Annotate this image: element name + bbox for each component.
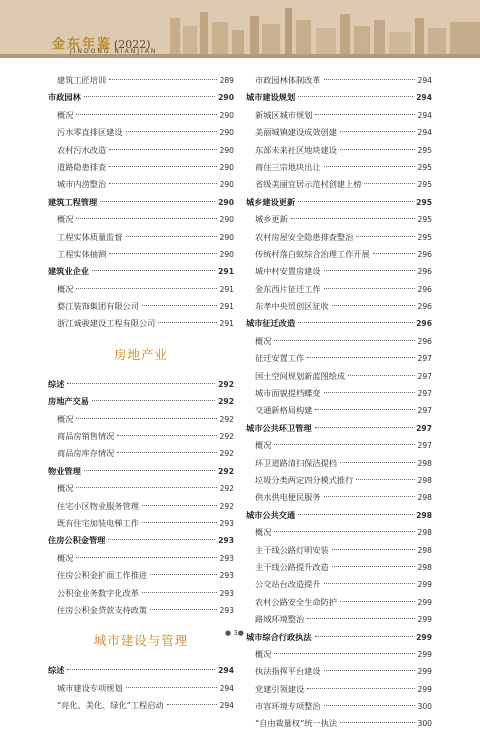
toc-entry-title: 工程实体质量监督 xyxy=(57,231,123,242)
toc-entry[interactable] xyxy=(48,298,234,315)
toc-left-column xyxy=(48,72,234,715)
toc-entry[interactable] xyxy=(48,480,234,497)
section-heading: 房地产业 xyxy=(113,346,168,362)
dot-leader xyxy=(324,583,415,584)
toc-entry[interactable] xyxy=(48,229,234,246)
toc-page-number: 299 xyxy=(417,649,432,659)
toc-entry[interactable] xyxy=(246,681,432,698)
toc-entry-title: 浙江诚骏建设工程有限公司 xyxy=(57,318,156,329)
toc-entry-title: 概况 xyxy=(255,648,272,659)
toc-entry-title: 概况 xyxy=(57,283,74,294)
toc-entry[interactable] xyxy=(246,333,432,350)
toc-page-number: 291 xyxy=(218,267,234,277)
toc-entry-title: 概况 xyxy=(57,483,74,494)
toc-entry[interactable] xyxy=(246,368,432,385)
toc-entry-title: 党建引领建设 xyxy=(255,683,305,694)
toc-entry[interactable] xyxy=(48,567,234,584)
toc-entry-title: 市政园林体制改革 xyxy=(255,75,321,85)
toc-page-number: 290 xyxy=(218,93,234,103)
toc-entry[interactable] xyxy=(246,298,432,315)
toc-entry-title: 主干线公路提升改造 xyxy=(255,561,329,572)
toc-page-number: 297 xyxy=(417,389,432,399)
dot-leader xyxy=(76,487,216,488)
logo-title: 金东年鉴 xyxy=(52,37,113,52)
dot-leader xyxy=(274,531,414,532)
toc-entry[interactable] xyxy=(246,715,432,732)
dot-leader xyxy=(117,435,216,436)
toc-page-number: 290 xyxy=(218,197,234,207)
dot-leader xyxy=(291,218,415,219)
toc-page-number: 291 xyxy=(219,284,234,294)
toc-page-number: 294 xyxy=(219,701,234,711)
toc-category-entry[interactable] xyxy=(48,376,234,393)
toc-entry-title: 公交站台改造提升 xyxy=(255,579,321,590)
toc-entry-title: 城市征迁改造 xyxy=(246,318,296,329)
toc-entry[interactable] xyxy=(48,315,234,332)
toc-entry-title: 市政园林 xyxy=(48,92,81,103)
toc-entry[interactable] xyxy=(246,576,432,593)
dot-leader xyxy=(307,618,414,619)
toc-page-number: 294 xyxy=(417,76,432,85)
toc-page-number: 297 xyxy=(417,371,432,381)
toc-entry[interactable] xyxy=(48,428,234,445)
toc-page-number: 298 xyxy=(416,510,432,520)
dot-leader xyxy=(76,218,216,219)
dot-leader xyxy=(84,96,215,97)
toc-entry-title: 建筑工匠培训 xyxy=(57,75,107,85)
toc-entry-title: 东孝中央贸创区征收 xyxy=(255,301,329,312)
toc-entry-title: 城中村安置房建设 xyxy=(255,266,321,277)
toc-page-number: 298 xyxy=(417,475,432,485)
dot-leader xyxy=(332,566,415,567)
toc-entry-title: 建筑业企业 xyxy=(48,266,89,277)
toc-page-number: 299 xyxy=(416,632,432,642)
dot-leader xyxy=(307,357,414,358)
toc-category-entry[interactable] xyxy=(246,420,432,437)
toc-entry[interactable] xyxy=(246,281,432,298)
dot-leader xyxy=(126,131,217,132)
toc-category-entry[interactable] xyxy=(246,507,432,524)
toc-entry-title: 传统村落白蚁综合治理工作开展 xyxy=(255,248,370,259)
toc-entry-title: 东部未来社区地块建设 xyxy=(255,144,337,155)
dot-leader xyxy=(298,514,413,515)
toc-page-number: 296 xyxy=(417,267,432,277)
toc-entry[interactable] xyxy=(48,281,234,298)
dot-leader xyxy=(298,322,413,323)
toc-entry-title: 金东西片征迁工作 xyxy=(255,283,321,294)
dot-leader xyxy=(150,609,216,610)
toc-page-number: 292 xyxy=(219,432,234,442)
toc-entry-title: 城乡建设更新 xyxy=(246,196,296,207)
dot-leader xyxy=(356,236,414,237)
toc-page-number: 290 xyxy=(219,180,234,190)
toc-page-number: 293 xyxy=(219,553,234,563)
toc-entry[interactable] xyxy=(48,176,234,193)
dot-leader xyxy=(76,288,216,289)
toc-page-number: 290 xyxy=(219,162,234,172)
dot-leader xyxy=(364,183,414,184)
toc-page-number: 290 xyxy=(219,249,234,259)
toc-category-entry[interactable] xyxy=(246,629,432,646)
toc-entry-title: 新城区城市规划 xyxy=(255,109,313,120)
toc-entry[interactable] xyxy=(48,515,234,532)
dot-leader xyxy=(76,418,216,419)
toc-entry-title: 市容环境专项整治 xyxy=(255,701,321,712)
toc-page-number: 298 xyxy=(417,493,432,503)
toc-entry-title: 城市公共交通 xyxy=(246,509,296,520)
dot-leader xyxy=(307,688,414,689)
toc-entry-title: “亮化、美化、绿化”工程启动 xyxy=(57,700,164,711)
toc-entry-title: 垃圾分类两定四分模式推行 xyxy=(255,474,354,485)
toc-entry-title: 综述 xyxy=(48,665,65,676)
toc-entry-title: 城市综合行政执法 xyxy=(246,631,312,642)
dot-leader xyxy=(142,592,217,593)
toc-entry[interactable] xyxy=(246,107,432,124)
dot-leader xyxy=(315,114,414,115)
toc-entry[interactable] xyxy=(48,697,234,714)
toc-entry-title: 概况 xyxy=(255,335,272,346)
toc-entry[interactable] xyxy=(48,142,234,159)
toc-category-entry[interactable] xyxy=(48,194,234,211)
toc-entry[interactable] xyxy=(246,402,432,419)
toc-page-number: 296 xyxy=(416,319,432,329)
toc-entry[interactable] xyxy=(246,455,432,472)
toc-entry-title: 城市建设专项规划 xyxy=(57,682,123,693)
dot-leader xyxy=(100,201,215,202)
toc-category-entry[interactable] xyxy=(48,263,234,280)
toc-entry[interactable] xyxy=(48,159,234,176)
dot-leader xyxy=(356,479,414,480)
dot-leader xyxy=(84,470,215,471)
toc-entry-title: 供水供电便民服务 xyxy=(255,492,321,503)
toc-category-entry[interactable] xyxy=(246,89,432,106)
toc-page-number: 290 xyxy=(219,215,234,225)
toc-page-number: 292 xyxy=(219,501,234,511)
toc-page-number: 294 xyxy=(417,128,432,138)
toc-right-column xyxy=(246,72,432,733)
dot-leader xyxy=(340,462,415,463)
dot-leader xyxy=(315,636,414,637)
dot-leader xyxy=(92,400,215,401)
toc-page-number: 300 xyxy=(417,719,432,729)
toc-entry[interactable] xyxy=(246,124,432,141)
toc-entry-title: 概况 xyxy=(57,109,74,120)
toc-page-number: 289 xyxy=(219,76,234,85)
dot-leader xyxy=(109,149,216,150)
toc-entry-title: 征迁安置工作 xyxy=(255,353,305,364)
toc-entry[interactable] xyxy=(246,524,432,541)
toc-page-number: 300 xyxy=(417,702,432,712)
dot-leader xyxy=(150,574,216,575)
dot-leader xyxy=(142,305,217,306)
toc-entry-title: 工程实体抽测 xyxy=(57,248,107,259)
toc-entry-title: 住宅小区物业服务管理 xyxy=(57,500,139,511)
toc-entry[interactable] xyxy=(48,107,234,124)
toc-page-number: 295 xyxy=(417,215,432,225)
dot-leader xyxy=(274,653,414,654)
toc-entry[interactable] xyxy=(246,159,432,176)
toc-page-number: 291 xyxy=(219,302,234,312)
toc-entry-title: 公积金业务数字化改革 xyxy=(57,587,139,598)
toc-entry-title: 路域环境整治 xyxy=(255,614,305,625)
dot-leader xyxy=(332,305,415,306)
toc-entry-title: 城乡更新 xyxy=(255,214,288,225)
dot-leader xyxy=(126,687,217,688)
toc-entry[interactable] xyxy=(48,550,234,567)
toc-entry-title: 商品房库存情况 xyxy=(57,448,115,459)
toc-entry-title: 物业管理 xyxy=(48,465,81,476)
toc-entry[interactable] xyxy=(48,602,234,619)
toc-page-number: 297 xyxy=(417,406,432,416)
toc-entry-title: 农村公路安全生命防护 xyxy=(255,596,337,607)
toc-entry[interactable] xyxy=(246,663,432,680)
toc-entry-title: 城市建设规划 xyxy=(246,92,296,103)
toc-entry[interactable] xyxy=(246,142,432,159)
toc-entry-title: 商品房销售情况 xyxy=(57,431,115,442)
toc-entry-title: 商住三宗地块出让 xyxy=(255,161,321,172)
dot-leader xyxy=(109,183,216,184)
toc-entry-title: 建筑工程管理 xyxy=(48,196,98,207)
toc-entry-title: 主干线公路灯明安装 xyxy=(255,544,329,555)
toc-page-number: 290 xyxy=(219,145,234,155)
toc-page-number: 290 xyxy=(219,128,234,138)
toc-page-number: 297 xyxy=(417,441,432,451)
toc-entry-title: 省级美丽宜居示范村创建上榜 xyxy=(255,179,362,190)
toc-entry[interactable] xyxy=(246,437,432,454)
toc-page-number: 295 xyxy=(417,232,432,242)
toc-page-number: 299 xyxy=(417,597,432,607)
toc-category-entry[interactable] xyxy=(48,463,234,480)
dot-leader xyxy=(92,270,215,271)
toc-entry-title: 既有住宅加装电梯工作 xyxy=(57,517,139,528)
toc-category-entry[interactable] xyxy=(246,315,432,332)
toc-entry[interactable] xyxy=(48,246,234,263)
header-banner xyxy=(0,0,480,58)
logo-pinyin: JINDONG NIANJIAN xyxy=(70,48,158,55)
toc-page-number: 296 xyxy=(417,336,432,346)
dot-leader xyxy=(324,496,415,497)
dot-leader xyxy=(274,340,414,341)
section-heading: 城市建设与管理 xyxy=(93,633,189,649)
toc-page-number: 292 xyxy=(219,414,234,424)
dot-leader xyxy=(109,253,216,254)
dot-leader xyxy=(109,166,216,167)
toc-category-entry[interactable] xyxy=(48,662,234,679)
dot-leader xyxy=(324,79,415,80)
toc-page-number: 296 xyxy=(417,249,432,259)
toc-page-number: 294 xyxy=(417,110,432,120)
dot-leader xyxy=(315,427,414,428)
dot-leader xyxy=(324,705,415,706)
dot-leader xyxy=(340,131,415,132)
dot-leader xyxy=(158,322,216,323)
dot-leader xyxy=(108,539,215,540)
dot-leader xyxy=(109,79,216,80)
toc-entry[interactable] xyxy=(48,211,234,228)
toc-page-number: 299 xyxy=(417,580,432,590)
dot-leader xyxy=(324,392,415,393)
page-number: ● 3● xyxy=(225,629,244,637)
toc-entry-title: 概况 xyxy=(255,527,272,538)
dot-leader xyxy=(324,166,415,167)
dot-leader xyxy=(117,452,216,453)
toc-entry-title: 综述 xyxy=(48,378,65,389)
dot-leader xyxy=(76,557,216,558)
toc-entry-title: 执法指挥平台建设 xyxy=(255,666,321,677)
toc-entry-title: 概况 xyxy=(57,214,74,225)
dot-leader xyxy=(167,704,217,705)
logo-year: (2022) xyxy=(114,38,151,51)
toc-page-number: 290 xyxy=(219,110,234,120)
toc-page-number: 293 xyxy=(219,571,234,581)
toc-entry-title: 概况 xyxy=(57,413,74,424)
toc-entry-title: 农村房屋安全隐患排查整治 xyxy=(255,231,354,242)
toc-entry-title: “自由裁量权”统一执法 xyxy=(255,718,338,729)
toc-category-entry[interactable] xyxy=(246,194,432,211)
toc-entry[interactable] xyxy=(246,611,432,628)
dot-leader xyxy=(274,444,414,445)
toc-entry[interactable] xyxy=(246,385,432,402)
toc-entry-title: 国土空间规划新蓝图绘成 xyxy=(255,370,346,381)
dot-leader xyxy=(340,722,414,723)
toc-entry[interactable] xyxy=(246,263,432,280)
toc-entry[interactable] xyxy=(246,176,432,193)
dot-leader xyxy=(340,601,415,602)
toc-page-number: 295 xyxy=(417,162,432,172)
toc-entry[interactable] xyxy=(48,680,234,697)
toc-page-number: 292 xyxy=(219,449,234,459)
toc-entry[interactable] xyxy=(48,124,234,141)
toc-page-number: 299 xyxy=(417,615,432,625)
dot-leader xyxy=(332,549,415,550)
toc-entry[interactable] xyxy=(246,698,432,715)
toc-entry[interactable] xyxy=(48,72,234,89)
toc-page-number: 299 xyxy=(417,667,432,677)
dot-leader xyxy=(298,96,413,97)
toc-entry[interactable] xyxy=(246,72,432,89)
toc-page-number: 296 xyxy=(417,284,432,294)
toc-entry[interactable] xyxy=(246,646,432,663)
dot-leader xyxy=(142,522,217,523)
toc-page-number: 297 xyxy=(416,423,432,433)
dot-leader xyxy=(142,505,217,506)
toc-category-entry[interactable] xyxy=(48,393,234,410)
toc-entry-title: 房地产交易 xyxy=(48,396,89,407)
toc-page-number: 298 xyxy=(417,458,432,468)
dot-leader xyxy=(324,270,415,271)
toc-entry-title: 婺江装饰集团有限公司 xyxy=(57,301,139,312)
dot-leader xyxy=(76,114,216,115)
toc-page-number: 298 xyxy=(417,562,432,572)
toc-category-entry[interactable] xyxy=(48,89,234,106)
dot-leader xyxy=(126,236,217,237)
dot-leader xyxy=(373,253,415,254)
toc-page-number: 294 xyxy=(219,683,234,693)
toc-entry[interactable] xyxy=(246,350,432,367)
toc-entry[interactable] xyxy=(246,472,432,489)
dot-leader xyxy=(315,409,414,410)
toc-entry-title: 住房公积金管理 xyxy=(48,535,106,546)
toc-page-number: 294 xyxy=(218,666,234,676)
toc-entry-title: 概况 xyxy=(57,552,74,563)
toc-entry-title: 住房公积金扩面工作推进 xyxy=(57,570,148,581)
toc-page-number: 296 xyxy=(417,302,432,312)
toc-page-number: 290 xyxy=(219,232,234,242)
toc-entry-title: 城市内涝整治 xyxy=(57,179,107,190)
dot-leader xyxy=(324,670,415,671)
toc-entry[interactable] xyxy=(246,594,432,611)
toc-entry[interactable] xyxy=(48,411,234,428)
dot-leader xyxy=(67,669,215,670)
toc-page-number: 293 xyxy=(219,518,234,528)
toc-page-number: 294 xyxy=(416,93,432,103)
toc-entry[interactable] xyxy=(48,445,234,462)
toc-page-number: 295 xyxy=(417,145,432,155)
toc-page-number: 292 xyxy=(219,484,234,494)
toc-page-number: 295 xyxy=(416,197,432,207)
toc-entry-title: 城市公共环卫管理 xyxy=(246,422,312,433)
toc-entry-title: 住房公积金贷款支持政策 xyxy=(57,604,148,615)
toc-entry[interactable] xyxy=(246,229,432,246)
toc-page-number: 292 xyxy=(218,466,234,476)
toc-entry-title: 道路隐患排查 xyxy=(57,161,107,172)
toc-entry-title: 概况 xyxy=(255,440,272,451)
toc-entry[interactable] xyxy=(246,246,432,263)
toc-page-number: 293 xyxy=(219,588,234,598)
dot-leader xyxy=(340,149,415,150)
toc-page-number: 292 xyxy=(218,397,234,407)
toc-entry-title: 美丽城镇建设成效创建 xyxy=(255,127,337,138)
toc-page-number: 292 xyxy=(218,379,234,389)
toc-page-number: 291 xyxy=(219,319,234,329)
toc-page-number: 297 xyxy=(417,354,432,364)
toc-page-number: 293 xyxy=(218,536,234,546)
toc-page-number: 295 xyxy=(417,180,432,190)
toc-category-entry[interactable] xyxy=(48,532,234,549)
toc-entry[interactable] xyxy=(246,559,432,576)
toc-page-number: 299 xyxy=(417,684,432,694)
toc-page-number: 293 xyxy=(219,605,234,615)
dot-leader xyxy=(324,288,415,289)
toc-entry[interactable] xyxy=(48,498,234,515)
toc-entry[interactable] xyxy=(48,585,234,602)
toc-entry-title: 污水零直排区建设 xyxy=(57,127,123,138)
toc-entry-title: 农村污水改造 xyxy=(57,144,107,155)
toc-entry[interactable] xyxy=(246,489,432,506)
toc-page-number: 298 xyxy=(417,528,432,538)
dot-leader xyxy=(67,383,215,384)
toc-entry-title: 环卫道路清扫保洁提档 xyxy=(255,457,337,468)
dot-leader xyxy=(298,201,413,202)
toc-page-number: 298 xyxy=(417,545,432,555)
toc-entry[interactable] xyxy=(246,211,432,228)
toc-entry[interactable] xyxy=(246,542,432,559)
dot-leader xyxy=(348,375,414,376)
toc-entry-title: 城市面貌提档蝶变 xyxy=(255,388,321,399)
toc-entry-title: 交通新格局构建 xyxy=(255,405,313,416)
